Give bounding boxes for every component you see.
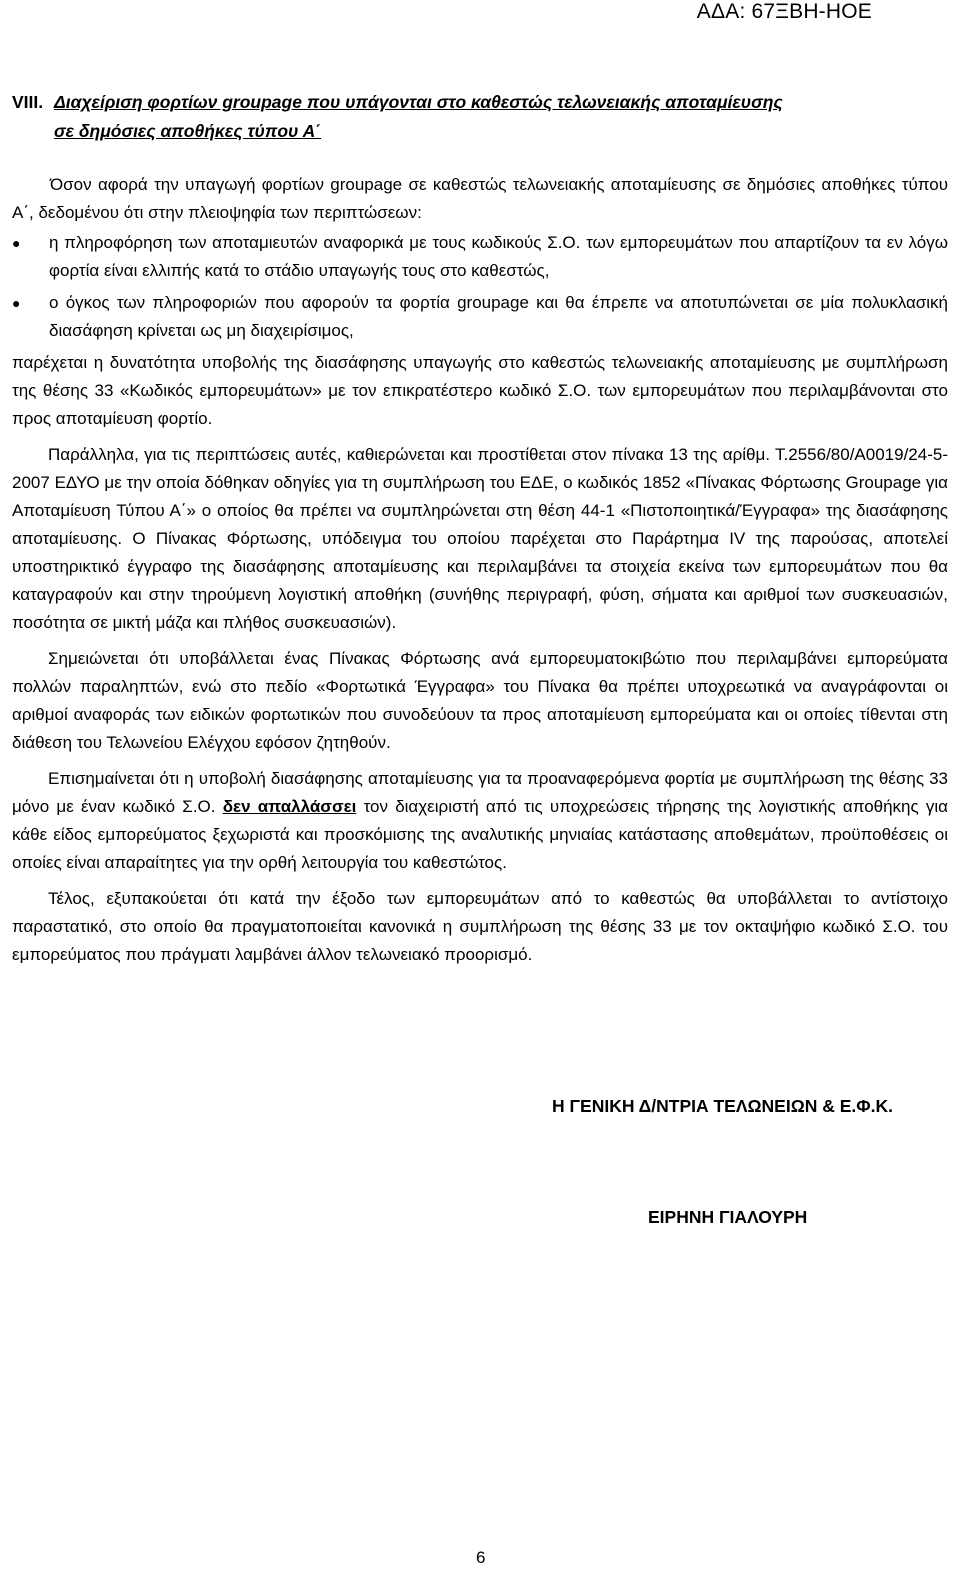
paragraph-exit: Τέλος, εξυπακούεται ότι κατά την έξοδο των εμπορευμάτων από το καθεστώς θα υποβάλλεται το αντίστοιχο παραστατικό, στο οποίο θα πραγματοποιείται κανονικά η συμπλήρωση της θέσης 33 με τον οκταψήφιο κωδικό Σ.Ο. του εμπορεύματος που πράγματι λαμβάνει άλλον τελωνειακό προορισμό.: [12, 889, 948, 964]
signature-name: ΕΙΡΗΝΗ ΓΙΑΛΟΥΡΗ: [648, 1207, 808, 1227]
section-heading: [12, 88, 948, 146]
bullet-icon: ●: [12, 295, 21, 311]
emphasis-not-exempt: δεν απαλλάσσει: [222, 797, 357, 816]
paragraph-container-note: Σημειώνεται ότι υποβάλλεται ένας Πίνακας Φόρτωσης ανά εμπορευματοκιβώτιο που περιλαμβάνει εμπορεύματα πολλών παραληπτών, ενώ στο πεδίο «Φορτωτικά Έγγραφα» του Πίνακα θα πρέπει υποχρεωτικά να αναγράφονται οι αριθμοί αναφοράς των ειδικών φορτωτικών που συνοδεύουν τα προς αποταμίευση εμπορεύματα και οι οποίες τίθενται στη διάθεση του Τελωνείου Ελέγχου εφόσον ζητηθούν.: [12, 649, 948, 752]
page-number: 6: [476, 1548, 486, 1567]
paragraph-obligations: [12, 765, 948, 877]
bullet-list: [12, 229, 948, 345]
list-item: [12, 289, 948, 345]
list-item-text: ο όγκος των πληροφοριών που αφορούν τα φορτία groupage και θα έπρεπε να αποτυπώνεται σε μία πολυκλασική διασάφηση κρίνεται ως μη διαχειρίσιμος,: [49, 293, 948, 340]
list-item-text: η πληροφόρηση των αποταμιευτών αναφορικά με τους κωδικούς Σ.Ο. των εμπορευμάτων που απαρτίζουν τα εν λόγω φορτία είναι ελλιπής κατά το στάδιο υπαγωγής τους στο καθεστώς,: [49, 233, 948, 280]
after-bullets-paragraph: παρέχεται η δυνατότητα υποβολής της διασάφησης υπαγωγής στο καθεστώς τελωνειακής αποταμίευσης με συμπλήρωση της θέσης 33 «Κωδικός εμπορευμάτων» με τον επικρατέστερο κωδικό Σ.Ο. των εμπορευμάτων που περιλαμβάνονται στο προς αποταμίευση φορτίο.: [12, 353, 948, 428]
intro-paragraph: Όσον αφορά την υπαγωγή φορτίων groupage σε καθεστώς τελωνειακής αποταμίευσης σε δημόσιες αποθήκες τύπου Α΄, δεδομένου ότι στην πλειοψηφία των περιπτώσεων:: [12, 175, 948, 222]
section-title: [54, 88, 783, 146]
ada-code: ΑΔΑ: 67ΞΒΗ-ΗΟΕ: [696, 0, 872, 23]
document-section: [12, 88, 948, 969]
section-title-line1: Διαχείριση φορτίων groupage που υπάγονται στο καθεστώς τελωνειακής αποταμίευσης: [54, 92, 783, 112]
signature-authority: Η ΓΕΝΙΚΗ Δ/ΝΤΡΙΑ ΤΕΛΩΝΕΙΩΝ & Ε.Φ.Κ.: [552, 1096, 894, 1116]
section-title-line2: σε δημόσιες αποθήκες τύπου Α΄: [54, 121, 322, 141]
obligations-text-a: Επισημαίνεται ότι η υποβολή διασάφησης αποταμίευσης για τα προαναφερόμενα φορτία με συμπλήρωση της θέσης 33 μόνο με έναν κωδικό Σ.Ο.: [12, 769, 948, 816]
section-number: VIII.: [12, 92, 44, 112]
list-item: [12, 229, 948, 285]
obligations-text-b: τον διαχειριστή από τις υποχρεώσεις τήρησης της λογιστικής αποθήκης για κάθε είδος εμπορεύματος ξεχωριστά και προσκόμισης της αναλυτικής μηνιαίας κατάστασης αποθεμάτων, προϋποθέσεις οι οποίες είναι απαραίτητες για την ορθή λειτουργία του καθεστώτος.: [12, 797, 949, 872]
bullet-icon: ●: [12, 235, 21, 251]
paragraph-loading-table: Παράλληλα, για τις περιπτώσεις αυτές, καθιερώνεται και προστίθεται στον πίνακα 13 της αρίθμ. Τ.2556/80/Α0019/24-5-2007 ΕΔΥΟ με την οποία δόθηκαν οδηγίες για τη συμπλήρωση του ΕΔΕ, ο κωδικός 1852 «Πίνακας Φόρτωσης Groupage για Αποταμίευση Τύπου Α΄» ο οποίος θα πρέπει να συμπληρώνεται στη θέση 44-1 «Πιστοποιητικά/Έγγραφα» της διασάφησης αποταμίευσης. Ο Πίνακας Φόρτωσης, υπόδειγμα του οποίου παρέχεται στο Παράρτημα IV της παρούσας, αποτελεί υποστηρικτικό έγγραφο της διασάφησης αποταμίευσης και περιλαμβάνει τα στοιχεία εκείνα των εμπορευμάτων που θα καταγραφούν και στην τηρούμενη λογιστική αποθήκη (συνήθης περιγραφή, φύση, σήματα και αριθμοί των συσκευασιών, ποσότητα σε μικτή μάζα και πλήθος συσκευασιών).: [12, 445, 948, 632]
